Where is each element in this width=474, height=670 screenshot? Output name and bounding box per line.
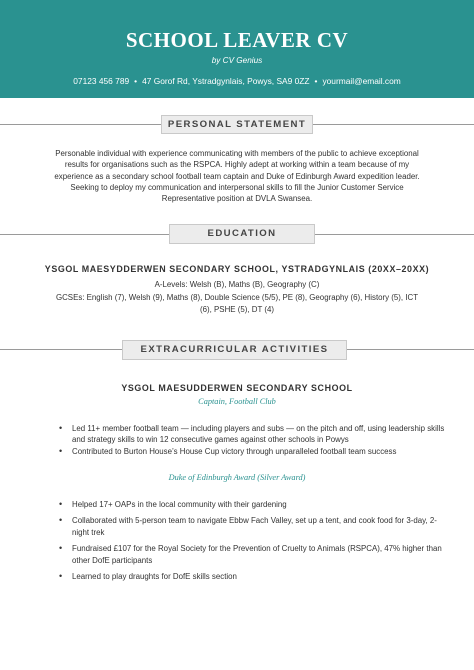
list-item (58, 423, 454, 446)
role-bullet-list (58, 423, 454, 457)
bullet-glyph: • (59, 515, 63, 526)
phone-number: 07123 456 789 (73, 76, 130, 86)
a-levels-line: A-Levels: Welsh (B), Maths (B), Geography (C) (154, 280, 320, 289)
statement-line: Personable individual with experience communicating with members of the public to achieve exceptional (55, 149, 419, 158)
list-item-text: Contributed to Burton House’s House Cup victory through unparalleled football team success (72, 446, 397, 456)
gcses-line: GCSEs: English (7), Welsh (9), Maths (8), Double Science (5/5), PE (8), Geography (6), History (5), ICT (55, 292, 419, 302)
list-item-text: Collaborated with 5-person team to navigate Ebbw Fach Valley, set up a tent, and cook food for 3-day, 2-night trek (72, 516, 437, 537)
award-bullet-list (58, 499, 454, 582)
statement-line: Seeking to deploy my communication and interpersonal skills to fill the Junior Customer Service (70, 182, 404, 192)
list-item (58, 446, 454, 457)
bullet-glyph: • (59, 445, 63, 456)
list-item (58, 571, 454, 582)
section-heading-personal-statement: PERSONAL STATEMENT (161, 115, 313, 134)
list-item (58, 499, 454, 510)
bullet-glyph: • (59, 571, 63, 582)
extracurricular-school-name: YSGOL MAESUDDERWEN SECONDARY SCHOOL (121, 383, 353, 393)
section-heading-education: EDUCATION (169, 224, 315, 244)
header-banner (0, 0, 474, 98)
separator-dot: • (134, 76, 138, 86)
award-title: Duke of Edinburgh Award (Silver Award) (168, 473, 306, 482)
list-item-text: Fundraised £107 for the Royal Society for the Prevention of Cruelty to Animals (RSPCA), 47% higher than other DofE participants (72, 544, 442, 565)
education-school-name: YSGOL MAESYDDERWEN SECONDARY SCHOOL, YSTRADGYNLAIS (20XX–20XX) (44, 264, 430, 274)
bullet-glyph: • (59, 543, 63, 554)
contact-line (0, 76, 474, 87)
cv-title: SCHOOL LEAVER CV (125, 28, 349, 52)
email-address: yourmail@email.com (322, 76, 401, 86)
statement-line: results for organisations such as the RSPCA. Highly adept at working within a team because of my (64, 160, 410, 170)
separator-dot: • (314, 76, 318, 86)
statement-line: Representative position at DVLA Swansea. (161, 194, 313, 204)
role-title: Captain, Football Club (198, 397, 276, 406)
byline: by CV Genius (211, 56, 263, 65)
list-item-text: Learned to play draughts for DofE skills section (72, 572, 237, 582)
list-item (58, 543, 454, 566)
bullet-glyph: • (59, 423, 63, 433)
gcses-line-continued: (6), PSHE (5), DT (4) (200, 305, 274, 315)
bullet-glyph: • (59, 499, 63, 509)
education-details (30, 279, 444, 317)
statement-line: experience as a secondary school football team captain and Duke of Edinburgh Award expedition leader. (54, 171, 420, 181)
list-item-text: Led 11+ member football team — including players and subs — on the pitch and off, using leadership skills and strategy skills to win 12 consecutive games against other schools in Powys (72, 424, 445, 445)
list-item (58, 515, 454, 538)
list-item-text: Helped 17+ OAPs in the local community with their gardening (72, 500, 287, 509)
section-heading-extracurricular: EXTRACURRICULAR ACTIVITIES (122, 340, 347, 360)
address: 47 Gorof Rd, Ystradgynlais, Powys, SA9 0ZZ (142, 76, 310, 86)
personal-statement-text (30, 148, 444, 204)
